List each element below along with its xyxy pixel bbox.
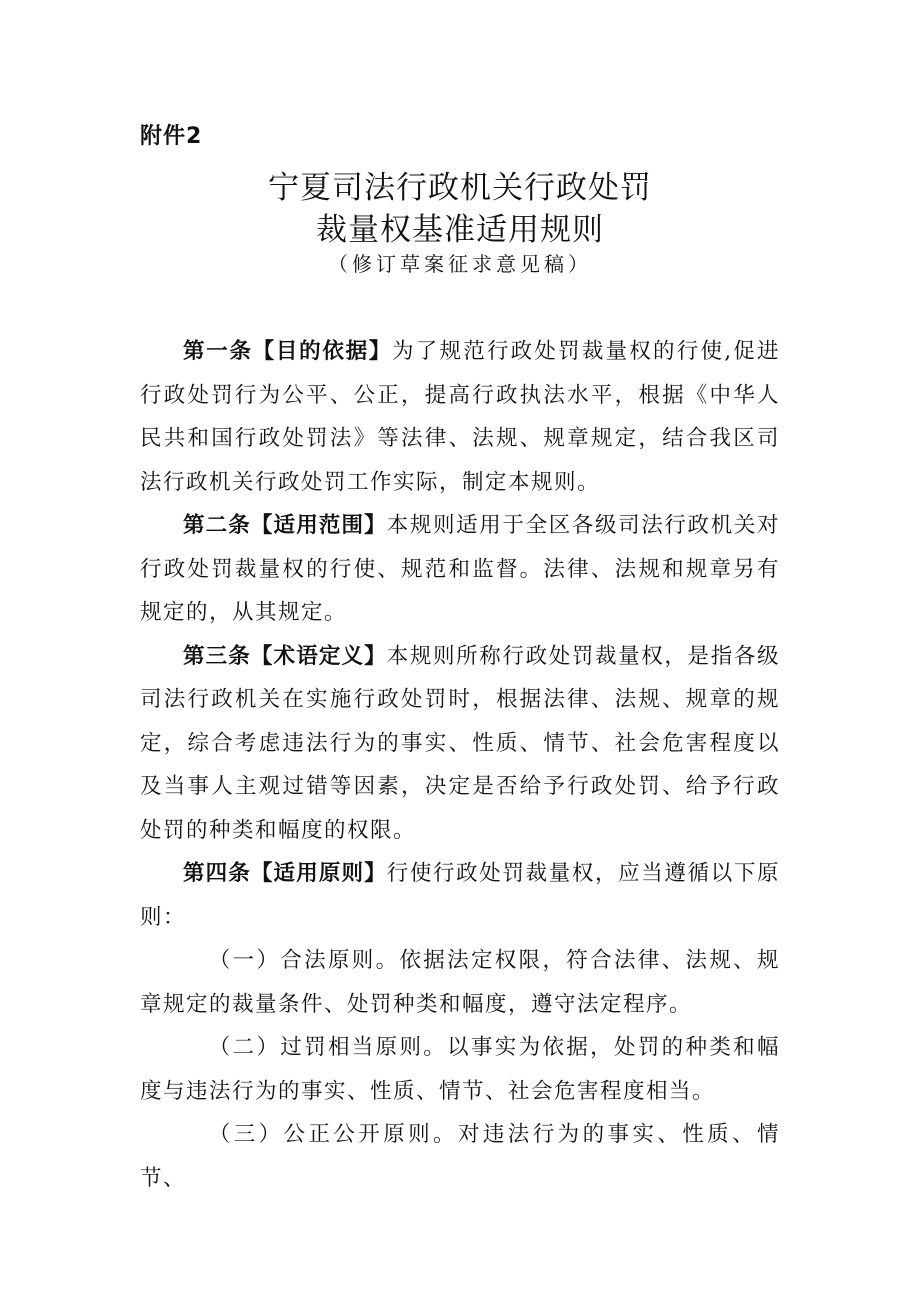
principle-item-2: （二）过罚相当原则。以事实为依据，处罚的种类和幅度与违法行为的事实、性质、情节、社会危害程度相当。: [140, 1035, 780, 1104]
article-2-text: 本规则适用于全区各级司法行政机关对行政处罚裁量权的行使、规范和监督。法律、法规和规章另有规定的，从其规定。: [140, 513, 780, 625]
principle-item-1: （一）合法原则。依据法定权限，符合法律、法规、规章规定的裁量条件、处罚种类和幅度，遵守法定程序。: [140, 948, 780, 1017]
article-4-heading: 第四条【适用原则】: [183, 861, 387, 886]
document-title-line-2: 裁量权基准适用规则: [316, 212, 604, 248]
article-3-heading: 第三条【术语定义】: [183, 643, 387, 669]
article-2-heading: 第二条【适用范围】: [183, 513, 387, 538]
article-3-text: 本规则所称行政处罚裁量权，是指各级司法行政机关在实施行政处罚时，根据法律、法规、规章的规定，综合考虑违法行为的事实、性质、情节、社会危害程度以及当事人主观过错等因素，决定是否给予行政处罚、给予行政处罚的种类和幅度的权限。: [140, 643, 780, 843]
principle-item-3: （三）公正公开原则。对违法行为的事实、性质、情节、: [140, 1122, 780, 1191]
article-4: [140, 852, 780, 939]
article-2: [140, 504, 780, 635]
article-1: [140, 330, 780, 504]
document-title-line-1: 宁夏司法行政机关行政处罚: [268, 170, 652, 206]
document-subtitle: （修订草案征求意见稿）: [328, 252, 592, 276]
article-4-text: 行使行政处罚裁量权，应当遵循以下原则：: [140, 861, 780, 930]
document-body: [140, 330, 780, 1200]
article-3: [140, 635, 780, 853]
article-1-text: 为了规范行政处罚裁量权的行使,促进行政处罚行为公平、公正，提高行政执法水平，根据《中华人民共和国行政处罚法》等法律、法规、规章规定，结合我区司法行政机关行政处罚工作实际，制定本规则。: [140, 339, 780, 495]
attachment-label: 附件2: [140, 124, 203, 149]
article-1-heading: 第一条【目的依据】: [183, 339, 393, 364]
